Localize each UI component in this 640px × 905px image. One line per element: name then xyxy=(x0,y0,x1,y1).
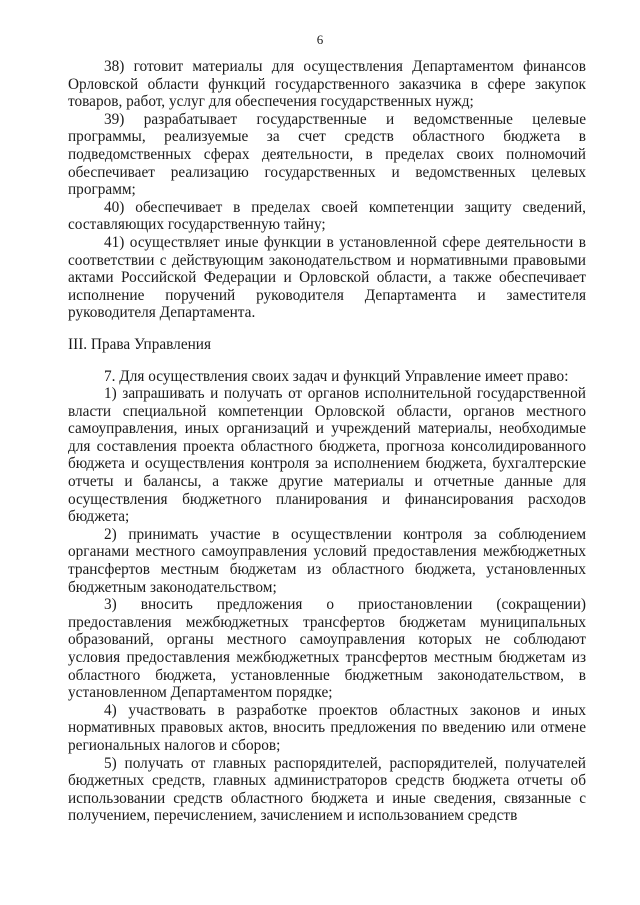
paragraph-item-41: 41) осуществляет иные функции в установленной сфере деятельности в соответствии с действующим законодательством и нормативными правовыми актами Российской Федерации и Орловской области, а также обеспечивает исполнение поручений руководителя Департамента и заместителя руководителя Департамента. xyxy=(68,233,586,322)
paragraph-right-4: 4) участвовать в разработке проектов областных законов и иных нормативных правовых актов, вносить предложения по введению или отмене региональных налогов и сборов; xyxy=(68,701,586,754)
paragraph-item-38: 38) готовит материалы для осуществления Департаментом финансов Орловской области функций государственного заказчика в сфере закупок товаров, работ, услуг для обеспечения государственных нужд; xyxy=(68,58,586,111)
paragraph-item-40: 40) обеспечивает в пределах своей компетенции защиту сведений, составляющих государственную тайну; xyxy=(68,198,586,234)
document-body xyxy=(68,58,586,825)
paragraph-right-5: 5) получать от главных распорядителей, распорядителей, получателей бюджетных средств, главных администраторов средств бюджета отчеты об использовании средств областного бюджета и иные сведения, связанные с получением, перечислением, зачислением и использованием средств xyxy=(68,754,586,825)
section-heading: III. Права Управления xyxy=(68,335,212,353)
paragraph-clause-7: 7. Для осуществления своих задач и функций Управление имеет право: xyxy=(104,367,569,385)
paragraph-right-3: 3) вносить предложения о приостановлении (сокращении) предоставления межбюджетных трансфертов бюджетам муниципальных образований, органы местного самоуправления которых не соблюдают условия предоставления межбюджетных трансфертов местным бюджетам из областного бюджета, установленные бюджетным законодательством, в установленном Департаментом порядке; xyxy=(68,596,586,702)
paragraph-item-39: 39) разрабатывает государственные и ведомственные целевые программы, реализуемые за счет средств областного бюджета в подведомственных сферах деятельности, в пределах своих полномочий обеспечивает реализацию государственных и ведомственных целевых программ; xyxy=(68,110,586,199)
page-number: 6 xyxy=(316,32,324,47)
paragraph-right-2: 2) принимать участие в осуществлении контроля за соблюдением органами местного самоуправления условий предоставления межбюджетных трансфертов местным бюджетам из областного бюджета, установленных бюджетным законодательством; xyxy=(68,525,586,596)
paragraph-right-1: 1) запрашивать и получать от органов исполнительной государственной власти специальной компетенции Орловской области, органов местного самоуправления, иных организаций и учреждений материалы, необходимые для составления проекта областного бюджета, прогноза консолидированного бюджета и осуществления контроля за исполнением бюджета, бухгалтерские отчеты и балансы, а также другие материалы и отчетные данные для осуществления бюджетного планирования и финансирования расходов бюджета; xyxy=(68,385,586,526)
